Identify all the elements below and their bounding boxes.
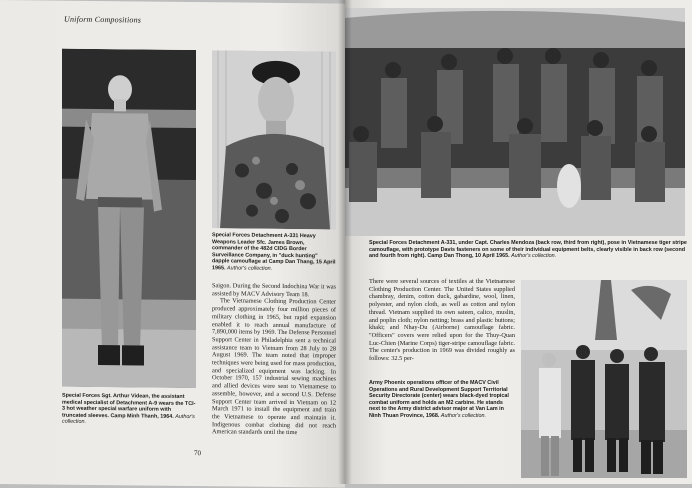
left-page [0,0,345,488]
left-paragraph-2: The Vietnamese Clothing Production Center produced approximately four million pieces of military clothing in 1965, but rapid expansion enabled it to reach annual manufacture of 7,890,000 items by 1969. The Defense Personnel Support Center in Philadelphia sent a technical assistance team to Vietnam from 28 July to 28 August 1969. The team noted that improper techniques were being used for mass production, and specialized equipment was lacking. In October 1970, 157 industrial sewing machines and allied devices were sent to Vietnamese to assemble, however, and a second U.S. Defense Support Center team arrived in Vietnam on 12 March 1971 to install the equipment and train the Vietnamese to operate and maintain it. Indigenous combat clothing did not reach American standards until the time [212,297,336,437]
right-body-text [369,278,515,363]
left-paragraph-1: Saigon. During the Second Indochina War it was assisted by MACV Advisory Team 18. [212,282,336,298]
page-number: 70 [194,449,201,458]
photo-videan [62,49,196,388]
running-header: Uniform Compositions [64,14,142,25]
photo-phoenix [521,280,687,478]
caption-videan-text: Special Forces Sgt. Arthur Videan, the assistant medical specialist of Detachment A-9 wears the TCI-3 hot weather special warfare uniform with truncated sleeves. Camp Minh Thanh, 1964. [62,392,196,420]
caption-group [369,240,687,260]
caption-brown-credit: Author's collection. [227,265,273,272]
left-body-text [212,282,336,437]
caption-phoenix-credit: Author's collection. [440,412,486,419]
book-gutter [338,0,352,484]
right-paragraph-1: There were several sources of textiles at the Vietnamese Clothing Production Center. The United States supplied chambray, denim, cotton duck, gabardine, wool, linen, polyester, and nylon cloth, as well as cotton and nylon thread. Vietnam supplied its own sateen, calico, muslin, and poplin cloth; nylon netting; brass and plastic buttons; khaki; and Nhay-Du (Airborne) camouflage fabric. "Officers" covers were relied upon for the Thuy-Quan Luc-Chien (Marine Corps) tiger-stripe camouflage fabric. The center's production in 1969 was divided roughly as follows: 32.5 per- [369,278,515,363]
photo-brown [212,50,336,229]
caption-group-text: Special Forces Detachment A-331, under Capt. Charles Mendoza (back row, third from right), pose in Vietnamese tiger stripe camouflage, with prototype Davis fasteners on some of their individual equipment belts, clearly visible in back row (second and fourth from right). Camp Dan Thong, 10 April 1965. [369,240,687,260]
caption-brown [212,232,336,273]
caption-brown-text: Special Forces Detachment A-331 Heavy Weapons Leader Sfc. James Brown, commander of the 482d CIDG Border Surveillance Company, in "duck hunting" dapple camouflage at Camp Dan Thang, 15 April 1965. [212,232,336,272]
photo-group [345,8,685,236]
caption-phoenix-text: Army Phoenix operations officer of the MACV Civil Operations and Rural Development Support Territorial Security Directorate (center) wears black-dyed tropical combat uniform and holds an M2 carbine. He stands next to the Army district advisor major at Van Lam in Ninh Thuan Province, 1968. [369,380,509,419]
caption-phoenix [369,380,515,420]
right-page [345,0,692,484]
caption-videan [62,393,196,427]
caption-group-credit: Author's collection. [511,253,557,260]
caption-videan-credit: Author's collection. [62,413,195,426]
